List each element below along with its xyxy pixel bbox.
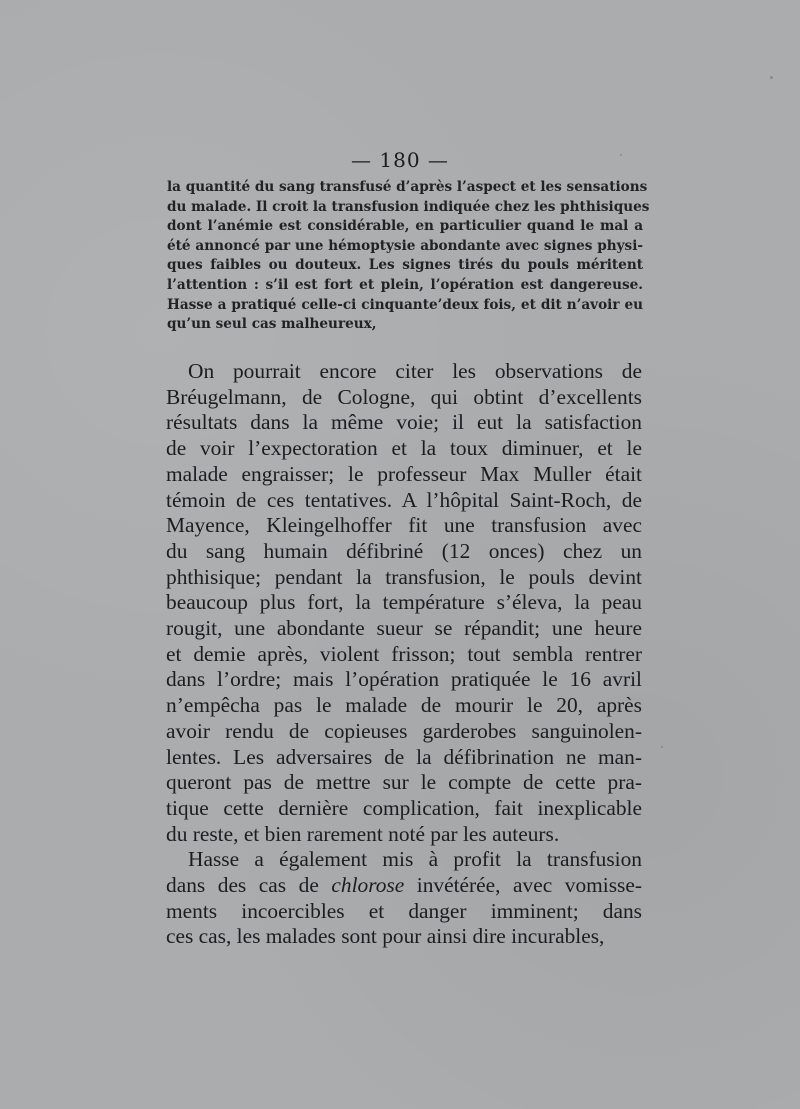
footnote-block xyxy=(167,178,650,335)
text-line: beaucoup plus fort, la température s’éleva, la peau xyxy=(166,590,642,615)
text-line: de voir l’expectoration et la toux diminuer, et le xyxy=(166,436,642,461)
speck xyxy=(770,76,773,79)
text-line: tique cette dernière complication, fait inexplicable xyxy=(166,795,642,820)
text-line: n’empêcha pas le malade de mourir le 20, après xyxy=(166,693,642,718)
italic-term: chlorose xyxy=(331,873,405,898)
footnote-line: qu’un seul cas malheureux, xyxy=(167,316,377,333)
paragraph-2 xyxy=(166,847,642,950)
text-line: résultats dans la même voie; il eut la satisfaction xyxy=(166,410,642,435)
footnote-line: été annoncé par une hémoptysie abondante avec signes physi- xyxy=(167,237,643,254)
speck xyxy=(661,746,663,748)
footnote-line: Hasse a pratiqué celle-ci cinquante’deux fois, et dit n’avoir eu xyxy=(167,296,643,313)
text-line: On pourrait encore citer les observations de xyxy=(188,359,642,383)
text-line: malade engraisser; le professeur Max Muller était xyxy=(166,461,642,486)
text-line: Mayence, Kleingelhoffer fit une transfusion avec xyxy=(166,513,642,538)
text-line: queront pas de mettre sur le compte de cette pra- xyxy=(166,770,642,795)
text-line: dans des cas de chlorose invétérée, avec vomisse- xyxy=(166,873,642,898)
footnote-line: ques faibles ou douteux. Les signes tirés du pouls méritent xyxy=(167,257,643,274)
page-number: — 180 — xyxy=(351,148,449,172)
text-line: dans l’ordre; mais l’opération pratiquée le 16 avril xyxy=(166,667,642,692)
main-text xyxy=(166,359,642,950)
footnote-line: la quantité du sang transfusé d’après l’aspect et les sensations xyxy=(167,179,648,195)
text-line: rougit, une abondante sueur se répandit; une heure xyxy=(166,616,642,641)
footnote-line: l’attention : s’il est fort et plein, l’opération est dangereuse. xyxy=(167,276,643,293)
footnote-line: du malade. Il croit la transfusion indiquée chez les phthisiques xyxy=(167,198,650,215)
text-line: ments incoercibles et danger imminent; dans xyxy=(166,898,642,923)
text-line: avoir rendu de copieuses garderobes sanguinolen- xyxy=(166,718,642,743)
text-line: phthisique; pendant la transfusion, le pouls devint xyxy=(166,564,642,589)
text-line: Hasse a également mis à profit la transfusion xyxy=(188,847,642,872)
text-line: du sang humain défibriné (12 onces) chez un xyxy=(166,538,642,563)
text-line: Bréugelmann, de Cologne, qui obtint d’excellents xyxy=(166,384,642,409)
footnote-line: dont l’anémie est considérable, en particulier quand le mal a xyxy=(167,218,643,235)
text-line: lentes. Les adversaires de la défibrination ne man- xyxy=(166,744,642,769)
text-line: témoin de ces tentatives. A l’hôpital Saint-Roch, de xyxy=(166,487,642,512)
text-line: du reste, et bien rarement noté par les auteurs. xyxy=(166,821,560,846)
paragraph-1 xyxy=(166,359,642,847)
text-line: ces cas, les malades sont pour ainsi dire incurables, xyxy=(166,924,605,949)
text-line: et demie après, violent frisson; tout sembla rentrer xyxy=(166,641,642,666)
